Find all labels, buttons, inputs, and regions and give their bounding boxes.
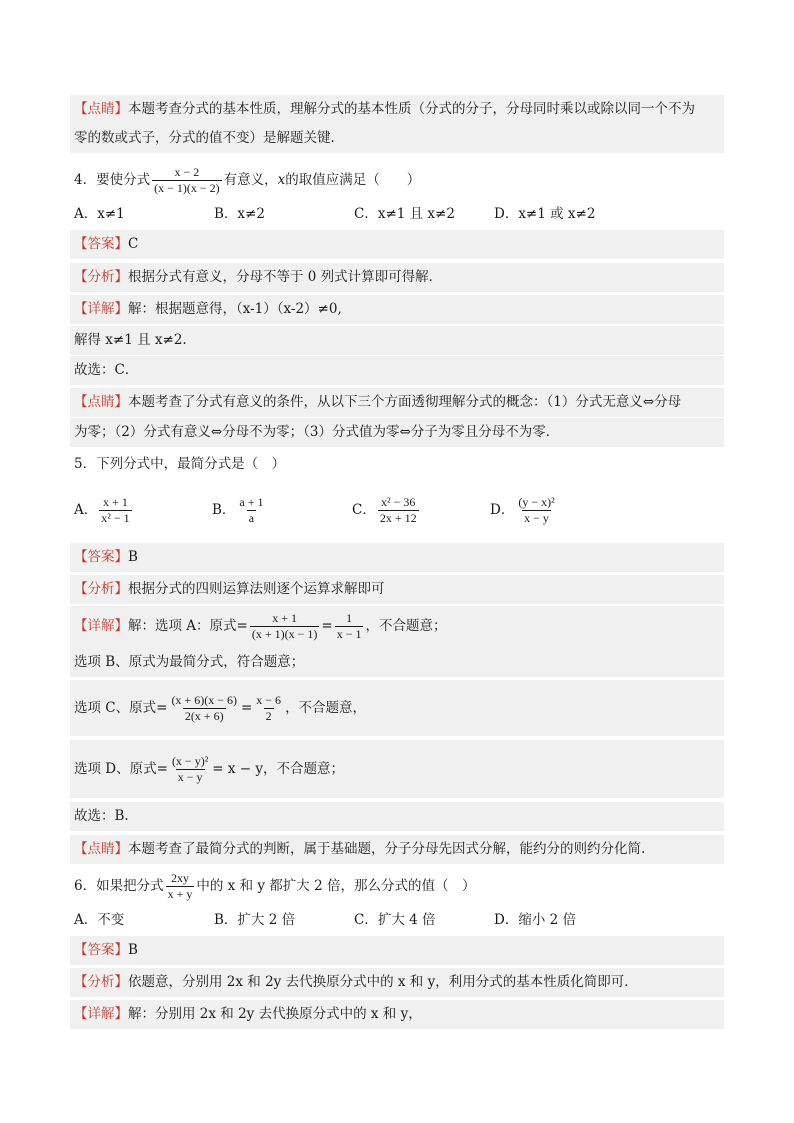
option-c	[352, 490, 490, 530]
q6-analysis	[70, 968, 724, 997]
numerator: (x − y)²	[171, 754, 209, 768]
analysis-tag: 【分析】	[74, 269, 128, 285]
denominator: 2	[265, 709, 272, 723]
option-b: B．x≠2	[214, 206, 265, 222]
answer-value: B	[128, 549, 138, 565]
q5-hint	[70, 835, 724, 864]
stem-text: 有意义，	[223, 172, 278, 188]
detail-text: 解：根据题意得，（x-1）（x-2）≠0,	[128, 301, 342, 317]
answer-tag: 【答案】	[74, 549, 128, 565]
detail-text: 选项 B、原式为最简分式，符合题意；	[74, 654, 305, 670]
detail-text: 解：选项 A：原式=	[128, 618, 248, 634]
hint-q3-line1	[70, 95, 724, 124]
denominator: x − y	[177, 770, 203, 784]
equation-result: = x − y	[212, 761, 264, 777]
analysis-text: 根据分式有意义，分母不等于 0 列式计算即可得解．	[128, 269, 443, 285]
option-d: D．缩小 2 倍	[494, 912, 576, 928]
answer-tag: 【答案】	[74, 942, 128, 958]
fraction	[250, 611, 320, 642]
question-6-options	[70, 906, 724, 935]
option-d	[490, 490, 630, 530]
numerator: x + 1	[103, 495, 128, 509]
denominator: a	[248, 511, 255, 525]
detail-text: 故选：B.	[74, 808, 129, 824]
detail-text: ，不合题意，	[285, 700, 367, 716]
option-a	[74, 490, 212, 530]
option-a: A．不变	[74, 912, 125, 928]
q5-final	[70, 802, 724, 831]
numerator: x + 1	[272, 611, 298, 625]
detail-tag: 【详解】	[74, 301, 128, 317]
equals-sign: =	[321, 618, 333, 634]
denominator: x − y	[524, 511, 549, 525]
detail-text: 解：分别用 2x 和 2y 去代换原分式中的 x 和 y，	[128, 1006, 422, 1022]
option-d: D．x≠1 或 x≠2	[494, 206, 596, 222]
hint-text: 零的数或式子，分式的值不变）是解题关键．	[74, 130, 344, 146]
fraction	[335, 611, 364, 642]
q4-analysis	[70, 263, 724, 292]
numerator: x − 2	[174, 165, 200, 179]
hint-tag: 【点睛】	[74, 394, 128, 410]
option-c: C．x≠1 且 x≠2	[354, 206, 455, 222]
option-a: A．x≠1	[74, 206, 125, 222]
option-b: B．扩大 2 倍	[214, 912, 296, 928]
option-label: C．	[352, 502, 376, 518]
stem-text: 中的 x 和 y 都扩大 2 倍，那么分式的值（ ）	[196, 878, 476, 894]
denominator: x² − 1	[101, 511, 130, 525]
stem-text: 4．要使分式	[74, 172, 151, 188]
fraction	[166, 871, 195, 902]
hint-text: 为零；（2）分式有意义⇔分母不为零；（3）分式值为零⇔分子为零且分母不为零．	[74, 424, 560, 440]
option-label: D．	[490, 502, 515, 518]
hint-tag: 【点睛】	[74, 841, 128, 857]
question-6-stem	[70, 866, 724, 906]
detail-text: ，不合题意；	[365, 618, 447, 634]
detail-text: 故选：C．	[74, 362, 139, 378]
analysis-text: 依题意，分别用 2x 和 2y 去代换原分式中的 x 和 y，利用分式的基本性质化简即可．	[128, 974, 638, 990]
fraction	[378, 495, 419, 526]
q4-detail-2	[70, 326, 724, 355]
q5-detail-b	[70, 648, 724, 677]
q5-detail-d	[70, 740, 724, 798]
q5-detail-a	[70, 606, 724, 648]
q4-hint-2	[70, 418, 724, 447]
numerator: 1	[346, 611, 353, 625]
analysis-tag: 【分析】	[74, 974, 128, 990]
fraction	[516, 495, 556, 526]
equals-sign: =	[240, 700, 253, 716]
numerator: a + 1	[239, 495, 264, 509]
detail-text: ，不合题意；	[263, 761, 345, 777]
numerator: 2xy	[170, 871, 189, 885]
q6-answer	[70, 936, 724, 965]
stem-text: 的取值应满足（ ）	[285, 172, 421, 188]
analysis-tag: 【分析】	[74, 581, 128, 597]
hint-tag: 【点睛】	[74, 101, 128, 117]
detail-text: 选项 C、原式=	[74, 700, 168, 716]
answer-value: B	[128, 942, 138, 958]
numerator: x² − 36	[381, 495, 416, 509]
detail-text: 解得 x≠1 且 x≠2.	[74, 332, 187, 348]
fraction	[152, 165, 222, 196]
q4-answer	[70, 230, 724, 259]
hint-text: 本题考查了最简分式的判断，属于基础题，分子分母先因式分解，能约分的则约分化简.	[128, 841, 646, 857]
q5-detail-c	[70, 680, 724, 736]
numerator: x − 6	[256, 693, 282, 707]
fraction	[99, 495, 131, 526]
fraction	[237, 495, 265, 526]
question-4-stem	[70, 160, 724, 200]
analysis-text: 根据分式的四则运算法则逐个运算求解即可	[128, 581, 385, 597]
option-label: A．	[74, 502, 98, 518]
stem-text: 6．如果把分式	[74, 878, 164, 894]
fraction	[170, 754, 210, 785]
denominator: (x − 1)(x − 2)	[154, 181, 220, 195]
denominator: (x + 1)(x − 1)	[251, 627, 318, 641]
denominator: 2x + 12	[379, 511, 417, 525]
question-5-options	[70, 490, 724, 530]
stem-text: 5．下列分式中，最简分式是（ ）	[74, 456, 286, 472]
hint-text: 本题考查分式的基本性质，理解分式的基本性质（分式的分子，分母同时乘以或除以同一个不为	[128, 101, 695, 117]
q6-detail	[70, 1000, 724, 1029]
denominator: x + y	[167, 887, 193, 901]
q5-analysis	[70, 575, 724, 604]
q4-detail-3	[70, 356, 724, 385]
option-label: B．	[212, 502, 236, 518]
denominator: 2(x + 6)	[184, 709, 224, 723]
variable: x	[277, 172, 286, 188]
q4-hint-1	[70, 388, 724, 417]
answer-tag: 【答案】	[74, 236, 128, 252]
q5-answer	[70, 543, 724, 572]
fraction	[254, 693, 283, 724]
question-4-options	[70, 200, 724, 229]
numerator: (x + 6)(x − 6)	[171, 693, 237, 707]
hint-q3-line2	[70, 124, 724, 153]
q4-detail-1	[70, 295, 724, 324]
fraction	[169, 693, 239, 724]
detail-tag: 【详解】	[74, 1006, 128, 1022]
answer-value: C	[128, 236, 139, 252]
detail-tag: 【详解】	[74, 618, 128, 634]
option-b	[212, 490, 352, 530]
option-c: C．扩大 4 倍	[354, 912, 436, 928]
denominator: x − 1	[336, 627, 362, 641]
numerator: (y − x)²	[518, 495, 555, 509]
detail-text: 选项 D、原式=	[74, 761, 168, 777]
hint-text: 本题考查了分式有意义的条件，从以下三个方面透彻理解分式的概念：（1）分式无意义⇔分母	[128, 394, 682, 410]
question-5-stem	[70, 450, 724, 479]
